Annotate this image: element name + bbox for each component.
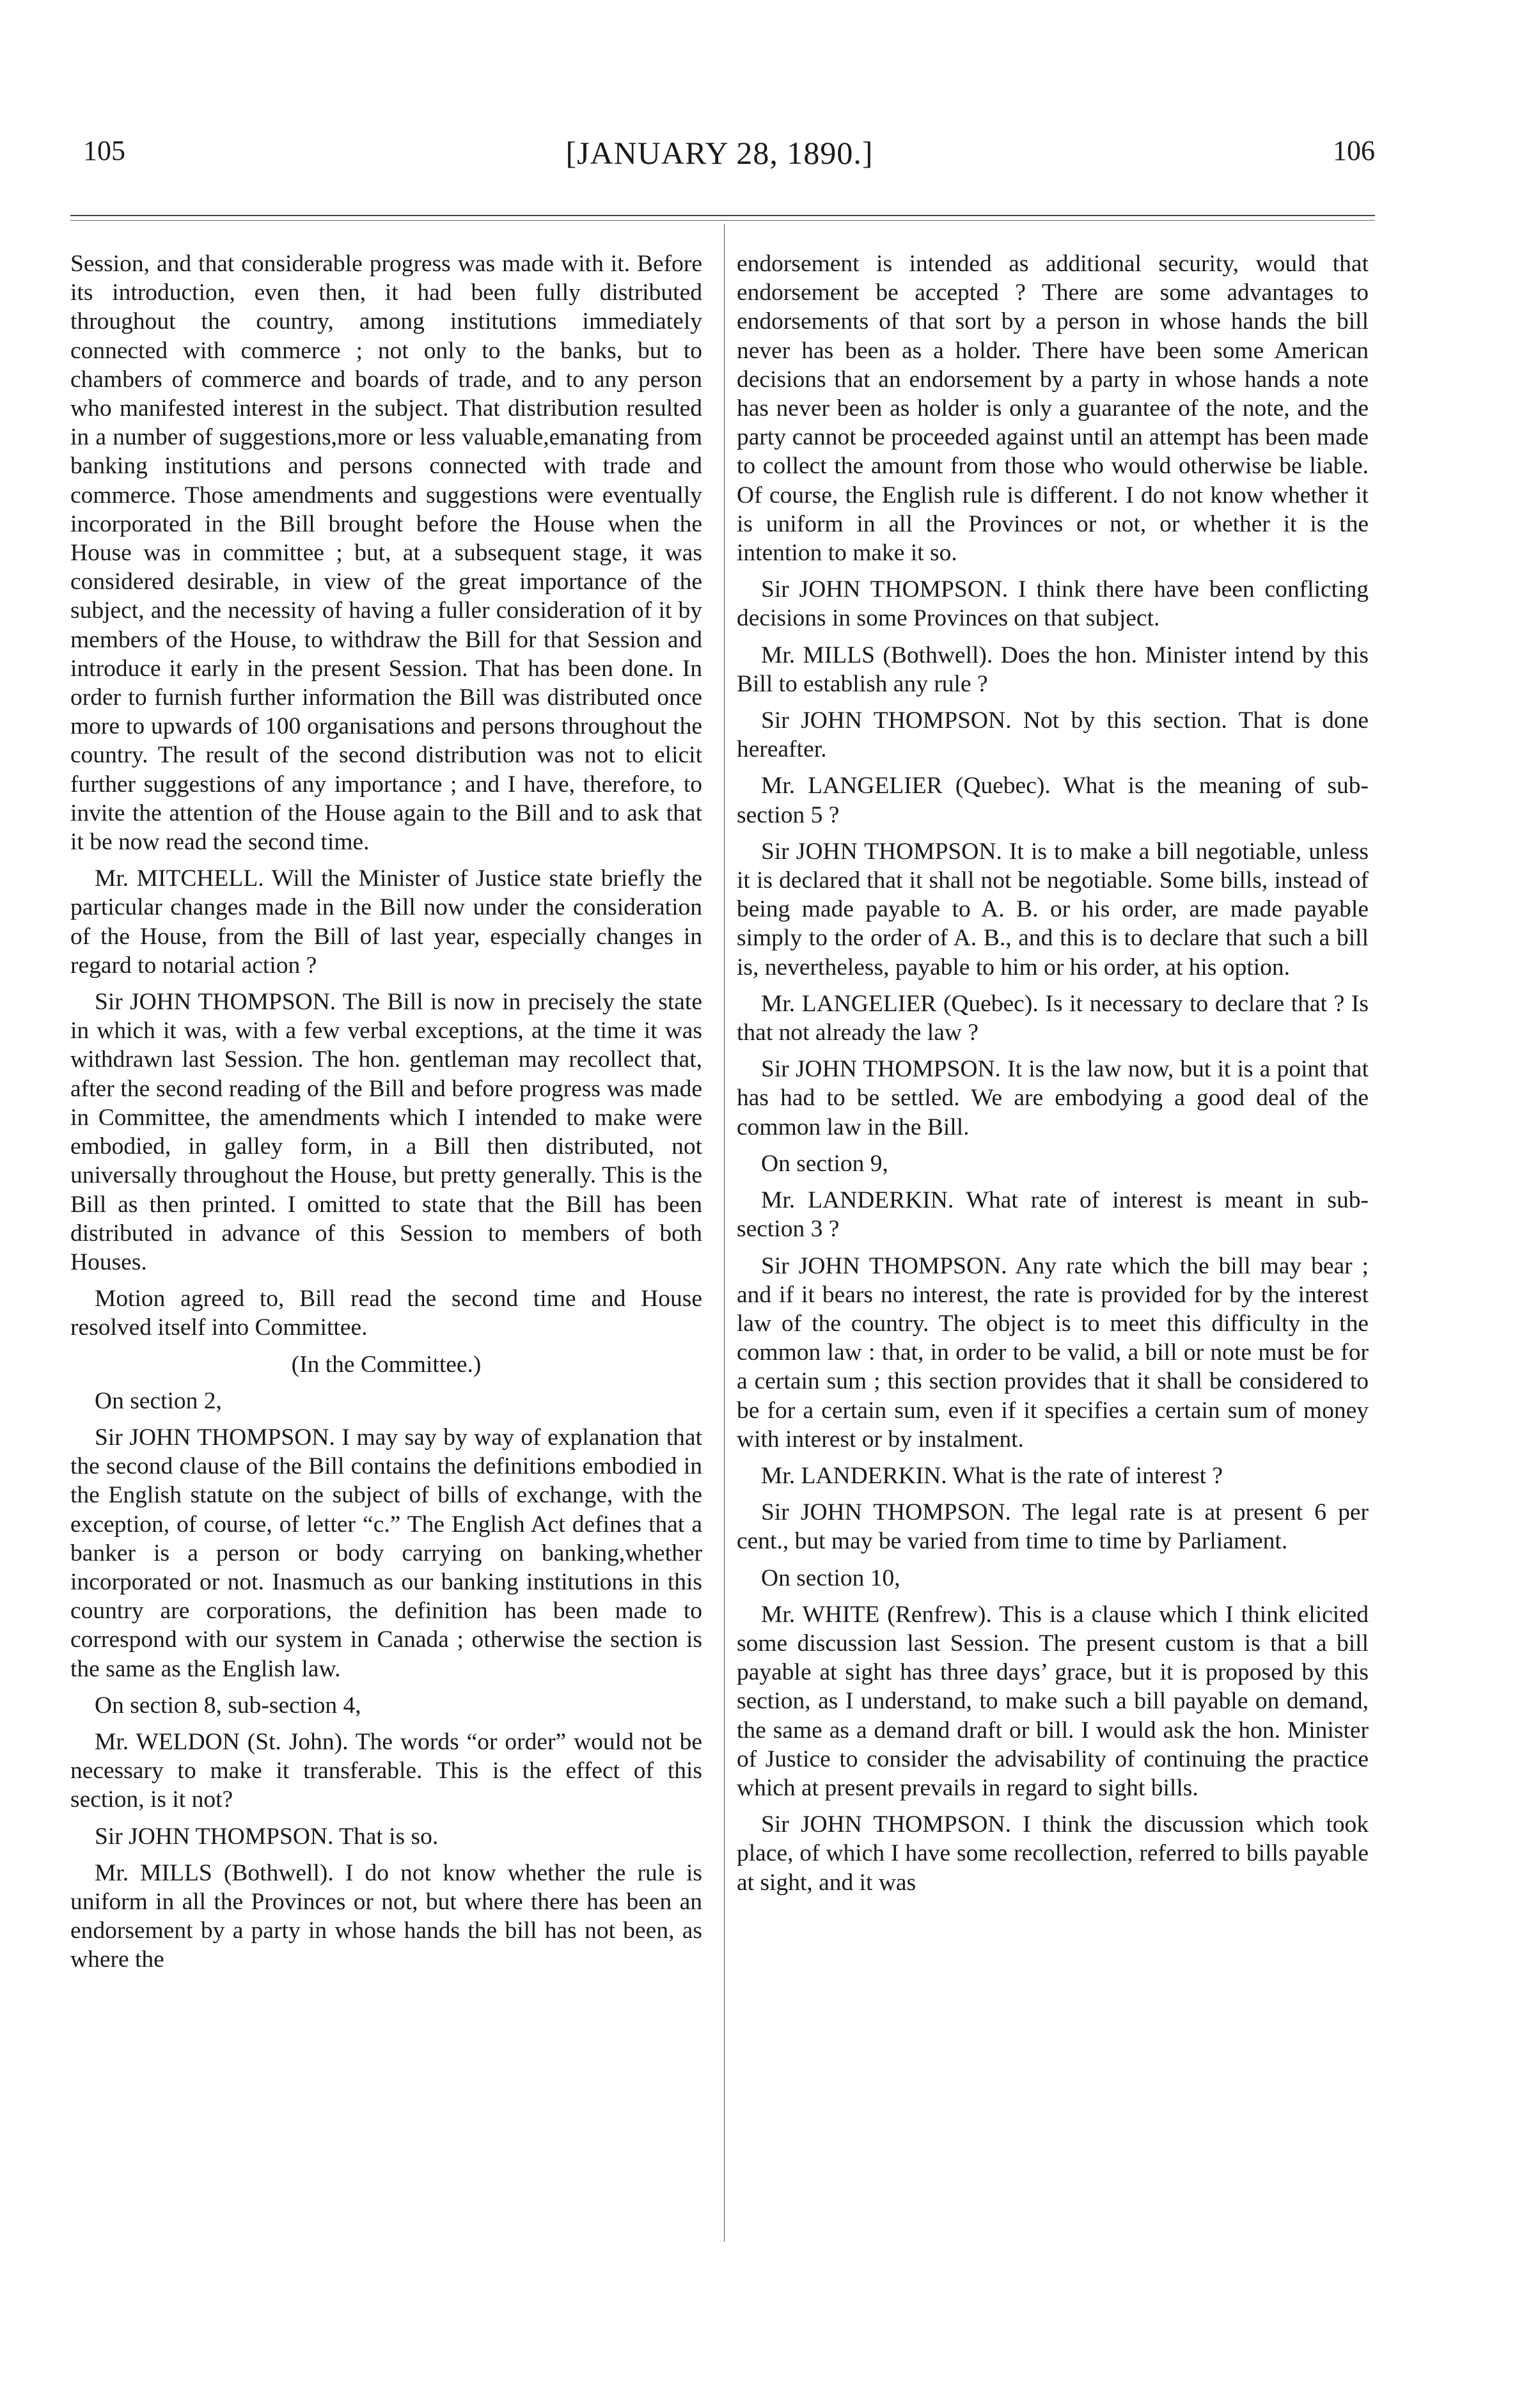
paragraph: Sir JOHN THOMPSON. The legal rate is at present 6 per cent., but may be varied from time to time by Parliament. (737, 1499, 1369, 1555)
section-label: On section 9, (761, 1150, 888, 1177)
paragraph: Sir JOHN THOMPSON. Not by this section. That is done hereafter. (737, 707, 1369, 763)
paragraph: Sir JOHN THOMPSON. I may say by way of explanation that the second clause of the Bill contains the definitions embodied in the English statute on the subject of bills of exchange, with the exception, of course, of letter “c.” The English Act defines that a banker is a person or body carrying on banking,whether incorporated or not. Inasmuch as our banking institutions in this country are corporations, the definition has been made to correspond with our system in Canada ; otherwise the section is the same as the English law. (70, 1424, 702, 1682)
paragraph: Mr. WHITE (Renfrew). This is a clause which I think elicited some discussion last Session. The present custom is that a bill payable at sight has three days’ grace, but it is proposed by this section, as I understand, to make such a bill payable on demand, the same as a demand draft or bill. I would ask the hon. Minister of Justice to consider the advisability of continuing the practice which at present prevails in regard to sight bills. (737, 1601, 1369, 1801)
paragraph: Mr. LANGELIER (Quebec). Is it necessary to declare that ? Is that not already the law ? (737, 990, 1369, 1046)
paragraph: Mr. MILLS (Bothwell). I do not know whether the rule is uniform in all the Provinces or not, but where there has been an endorsement by a party in whose hands the bill has not been, as where the (70, 1859, 702, 1973)
header-rule-thin (70, 220, 1375, 221)
header-rule (70, 215, 1375, 216)
paragraph: Mr. MITCHELL. Will the Minister of Justice state briefly the particular changes made in the Bill now under the consideration of the House, from the Bill of last year, especially changes in regard to notarial action ? (70, 865, 702, 979)
paragraph: Mr. LANDERKIN. What rate of interest is meant in sub-section 3 ? (737, 1187, 1369, 1243)
paragraph: endorsement is intended as additional security, would that endorsement be accepted ? There are some advantages to endorsements of that sort by a person in whose hands the bill never has been as a holder. There have been some American decisions that an endorsement by a party in whose hands a note has never been as holder is only a guarantee of the note, and the party cannot be proceeded against until an attempt has been made to collect the amount from those who would otherwise be liable. Of course, the English rule is different. I do not know whether it is uniform in all the Provinces or not, or whether it is the intention to make it so. (737, 251, 1369, 567)
section-label: On section 10, (761, 1564, 900, 1591)
page-number-left: 105 (83, 135, 125, 166)
paragraph: Sir JOHN THOMPSON. That is so. (95, 1823, 439, 1850)
column-divider (724, 224, 725, 2242)
section-heading: (In the Committee.) (291, 1351, 482, 1378)
right-column (737, 249, 1369, 1905)
paragraph: Mr. WELDON (St. John). The words “or order” would not be necessary to make it transferable. This is the effect of this section, is it not? (70, 1728, 702, 1813)
paragraph: Sir JOHN THOMPSON. I think there have been conflicting decisions in some Provinces on that subject. (737, 576, 1369, 632)
page-number-right: 106 (1333, 135, 1375, 166)
left-column (70, 249, 702, 1982)
paragraph: Session, and that considerable progress was made with it. Before its introduction, even then, it had been fully distributed throughout the country, among institutions immediately connected with commerce ; not only to the banks, but to chambers of commerce and boards of trade, and to any person who manifested interest in the subject. That distribution resulted in a number of suggestions,more or less valuable,emanating from banking institutions and persons connected with trade and commerce. Those amendments and suggestions were eventually incorporated in the Bill brought before the House when the House was in committee ; but, at a subsequent stage, it was considered desirable, in view of the great importance of the subject, and the necessity of having a fuller consideration of it by members of the House, to withdraw the Bill for that Session and introduce it early in the present Session. That has been done. In order to furnish further information the Bill was distributed once more to upwards of 100 organisations and persons throughout the country. The result of the second distribution was not to elicit further suggestions of any importance ; and I have, therefore, to invite the attention of the House again to the Bill and to ask that it be now read the second time. (70, 251, 702, 856)
paragraph: Sir JOHN THOMPSON. I think the discussion which took place, of which I have some recollection, referred to bills payable at sight, and it was (737, 1811, 1369, 1896)
paragraph: Sir JOHN THOMPSON. The Bill is now in precisely the state in which it was, with a few verbal exceptions, at the time it was withdrawn last Session. The hon. gentleman may recollect that, after the second reading of the Bill and before progress was made in Committee, the amendments which I intended to make were embodied, in galley form, in a Bill then distributed, not universally throughout the House, but pretty generally. This is the Bill as then printed. I omitted to state that the Bill has been distributed in advance of this Session to members of both Houses. (70, 989, 702, 1275)
paragraph: Sir JOHN THOMPSON. It is to make a bill negotiable, unless it is declared that it shall not be negotiable. Some bills, instead of being made payable to A. B. or his order, are made payable simply to the order of A. B., and this is to declare that such a bill is, nevertheless, payable to him or his order, at his option. (737, 838, 1369, 981)
paragraph: Mr. LANDERKIN. What is the rate of interest ? (761, 1462, 1223, 1489)
section-label: On section 8, sub-section 4, (95, 1692, 361, 1719)
date-heading: [JANUARY 28, 1890.] (565, 135, 874, 171)
paragraph: Sir JOHN THOMPSON. Any rate which the bill may bear ; and if it bears no interest, the rate is provided for by the interest law of the country. The object is to meet this difficulty in the common law : that, in order to be valid, a bill or note must be for a certain sum ; this section provides that it shall be considered to be for a certain sum, even if it specifies a certain sum of money with interest or by instalment. (737, 1252, 1369, 1453)
page-header (64, 134, 1375, 185)
paragraph: Motion agreed to, Bill read the second time and House resolved itself into Committee. (70, 1286, 702, 1341)
section-label: On section 2, (95, 1387, 222, 1414)
paragraph: Sir JOHN THOMPSON. It is the law now, but it is a point that has had to be settled. We are embodying a good deal of the common law in the Bill. (737, 1056, 1369, 1140)
paragraph: Mr. MILLS (Bothwell). Does the hon. Minister intend by this Bill to establish any rule ? (737, 642, 1369, 697)
paragraph: Mr. LANGELIER (Quebec). What is the meaning of sub-section 5 ? (737, 773, 1369, 828)
